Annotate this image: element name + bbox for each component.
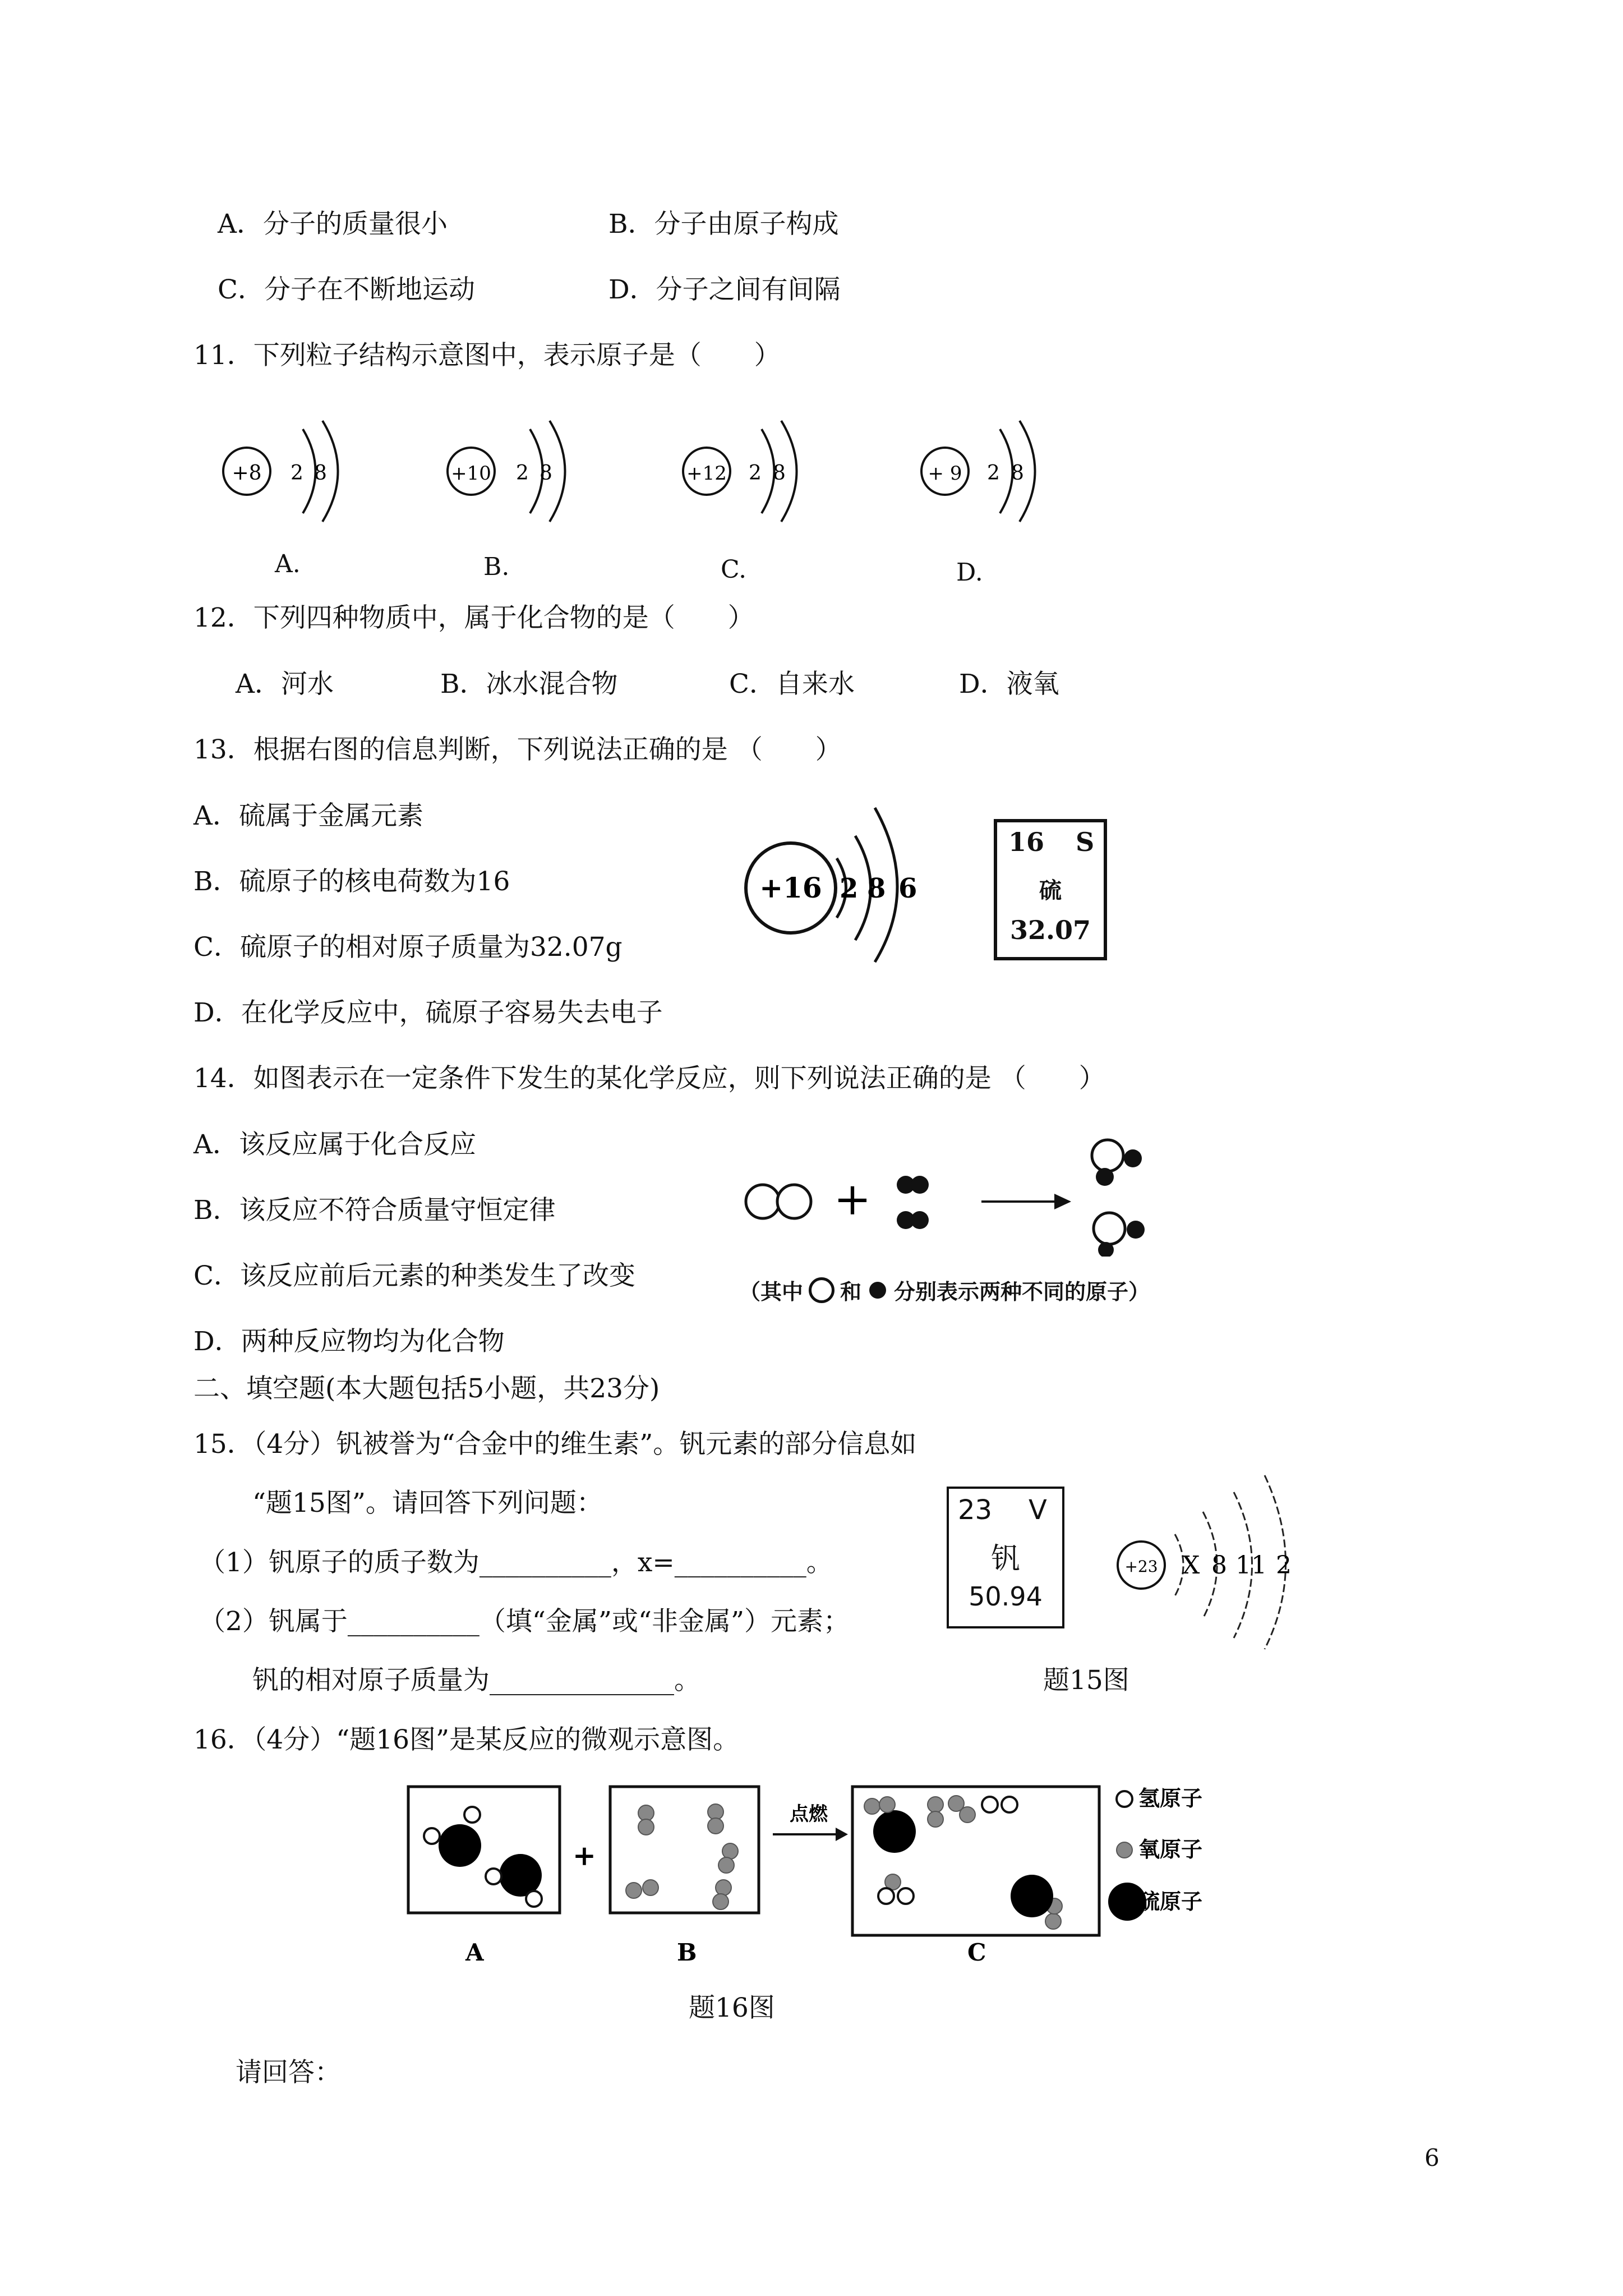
- q14-option-c: C．该反应前后元素的种类发生了改变: [193, 1260, 635, 1291]
- q13-option-c: C．硫原子的相对原子质量为32.07g: [193, 932, 623, 963]
- q10-option-c: C．分子在不断地运动: [218, 274, 475, 305]
- q15-element-card: [947, 1487, 1064, 1628]
- legend-hydrogen: 氢原子: [1138, 1786, 1203, 1811]
- q15-stem: 15．（4分）钒被誉为“合金中的维生素”。钒元素的部分信息如: [193, 1429, 917, 1460]
- q11-atom-c: [683, 421, 797, 522]
- q13-stem: 13．根据右图的信息判断，下列说法正确的是 （ ）: [193, 734, 842, 765]
- q16-stem: 16．（4分）“题16图”是某反应的微观示意图。: [193, 1724, 740, 1755]
- white-atom-icon: [809, 1277, 834, 1303]
- q15-element-name: 钒: [990, 1542, 1020, 1576]
- q10-option-d: D．分子之间有间隔: [608, 274, 841, 305]
- svg-text:2: 2: [987, 462, 1000, 485]
- q13-element-number: 16: [1008, 827, 1045, 857]
- q11-atom-b: [448, 421, 565, 522]
- q16-arrow-label: 点燃: [790, 1803, 828, 1825]
- svg-text:X: X: [1182, 1551, 1200, 1580]
- svg-text:+23: +23: [1124, 1557, 1158, 1576]
- svg-text:8: 8: [773, 462, 786, 485]
- q11-label-a: A.: [275, 550, 301, 578]
- q15-figure-label: 题15图: [1043, 1665, 1129, 1696]
- q14-option-a: A．该反应属于化合反应: [193, 1129, 476, 1160]
- legend-oxygen: 氧原子: [1138, 1837, 1203, 1862]
- svg-text:8: 8: [867, 873, 886, 904]
- svg-text:+10: +10: [451, 462, 491, 485]
- svg-text:+8: +8: [232, 462, 262, 485]
- svg-text:8: 8: [1011, 462, 1024, 485]
- svg-text:11: 11: [1235, 1551, 1267, 1580]
- q11-atom-a: [223, 421, 338, 522]
- q16-plus: +: [573, 1839, 596, 1872]
- q13-sulfur-atom-diagram: [740, 797, 931, 965]
- q15-stem-2: “题15图”。请回答下列问题：: [252, 1488, 603, 1519]
- svg-text:2: 2: [291, 462, 303, 485]
- q15-vanadium-atom-diagram: [1108, 1470, 1310, 1649]
- svg-text:+16: +16: [759, 871, 822, 904]
- q11-atom-d: [921, 421, 1035, 522]
- svg-text:8: 8: [1211, 1551, 1227, 1580]
- q16-figure-label: 题16图: [689, 1993, 775, 2023]
- svg-text:8: 8: [314, 462, 327, 485]
- legend-sulfur: 硫原子: [1138, 1889, 1203, 1914]
- q12-option-c: C．自来水: [729, 669, 855, 700]
- q10-option-a: A．分子的质量很小: [218, 209, 448, 240]
- q11-label-d: D.: [956, 558, 983, 587]
- q12-stem: 12．下列四种物质中，属于化合物的是（ ）: [193, 602, 754, 633]
- q14-stem: 14．如图表示在一定条件下发生的某化学反应，则下列说法正确的是 （ ）: [193, 1063, 1105, 1094]
- q12-option-d: D．液氧: [959, 669, 1059, 700]
- svg-text:2: 2: [516, 462, 529, 485]
- svg-text:2: 2: [1276, 1551, 1292, 1580]
- box-label-c: C: [967, 1939, 986, 1966]
- q16-ask: 请回答：: [236, 2057, 341, 2088]
- svg-text:+ 9: + 9: [928, 462, 962, 485]
- svg-text:8: 8: [540, 462, 552, 485]
- svg-text:+12: +12: [686, 462, 727, 485]
- section-2-heading: 二、填空题(本大题包括5小题，共23分): [193, 1373, 660, 1404]
- q14-option-b: B．该反应不符合质量守恒定律: [193, 1195, 556, 1226]
- q13-element-name: 硫: [1039, 877, 1062, 904]
- page-number: 6: [1424, 2144, 1440, 2171]
- q15-element-mass: 50.94: [969, 1581, 1043, 1612]
- q15-part-3: 钒的相对原子质量为______________。: [252, 1665, 700, 1696]
- svg-text:2: 2: [749, 462, 762, 485]
- q15-element-number: 23: [958, 1494, 993, 1526]
- q13-element-mass: 32.07: [1009, 915, 1091, 945]
- q11-label-b: B.: [483, 553, 510, 581]
- q13-option-a: A．硫属于金属元素: [193, 800, 423, 831]
- q15-part-2: （2）钒属于__________（填“金属”或“非金属”）元素；: [199, 1606, 850, 1637]
- q14-plus: +: [833, 1173, 872, 1225]
- q13-element-card: [994, 819, 1107, 960]
- q14-caption: （其中 和 分别表示两种不同的原子）: [739, 1274, 1150, 1305]
- q13-element-symbol: S: [1076, 827, 1095, 857]
- q14-option-d: D．两种反应物均为化合物: [193, 1326, 505, 1357]
- q12-option-a: A．河水: [236, 669, 334, 700]
- box-label-b: B: [677, 1939, 697, 1966]
- box-label-a: A: [465, 1939, 484, 1966]
- svg-text:2: 2: [840, 873, 859, 904]
- q12-option-b: B．冰水混合物: [440, 669, 618, 700]
- q11-label-c: C.: [721, 555, 747, 584]
- q15-part-1: （1）钒原子的质子数为__________，x=__________。: [199, 1547, 833, 1578]
- q11-atom-diagrams: [208, 409, 1105, 550]
- q15-element-symbol: V: [1029, 1494, 1047, 1526]
- q14-reaction-diagram: [740, 1128, 1189, 1257]
- black-atom-icon: [869, 1282, 886, 1299]
- q16-reaction-figure: [404, 1770, 1234, 1977]
- q10-option-b: B．分子由原子构成: [608, 209, 839, 240]
- q13-option-b: B．硫原子的核电荷数为16: [193, 866, 510, 897]
- q11-stem: 11．下列粒子结构示意图中，表示原子是（ ）: [193, 340, 781, 371]
- svg-text:6: 6: [898, 873, 917, 904]
- q13-option-d: D．在化学反应中，硫原子容易失去电子: [193, 997, 663, 1028]
